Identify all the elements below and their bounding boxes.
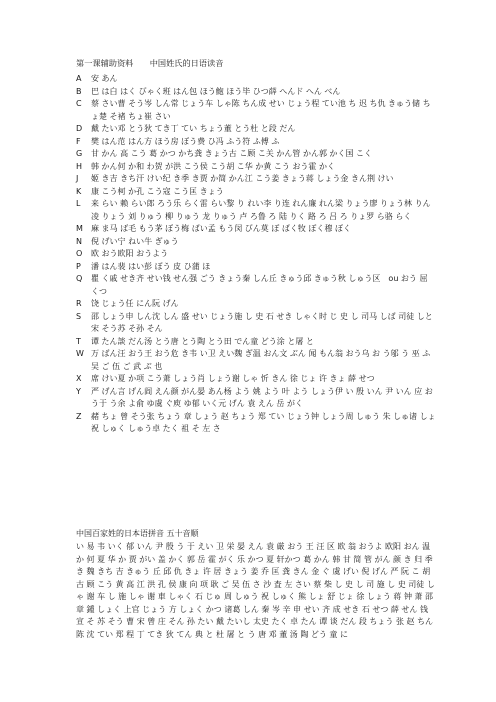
list-item bbox=[76, 136, 436, 149]
index-letter: Y bbox=[76, 386, 81, 396]
list-item bbox=[76, 373, 436, 386]
list-item bbox=[76, 411, 436, 436]
index-letter: O bbox=[76, 249, 83, 258]
entry-text: 赭 ちょ 曾 そう张 ちょう 章 しょう 赵 ちょう 郑 てい じょう钟 しょう周 しゅう 朱 しゅ诸 しょ 祝 しゅく しゅう卓 たく 祖 そ 左 さ bbox=[91, 411, 436, 433]
entry-text: 严 げん言 げん阎 えん颜 がん晏 あん杨 よう 姚 よう 叶 よう しょう伊 い 殷 いん 尹 いん 应 おう于 う余 よ俞 ゆ虞 ぐ庾 ゆ郁 いく元 げん 袁 えん 岳 がく bbox=[91, 386, 433, 408]
entry-text: 欧 おう欧阳 おうよう bbox=[91, 249, 169, 258]
list-item bbox=[76, 336, 436, 349]
index-letter: D bbox=[76, 124, 83, 133]
index-letter: N bbox=[76, 236, 82, 246]
entry-text: 谭 たん談 だん汤 とう唐 とう陶 とう田 でん童 どう涂 と屠 と bbox=[91, 336, 314, 346]
entry-text: 蔡 さい曹 そう岑 しん常 じょう车 しゃ陈 ちん成 せい じょう程 てい池 ち 迟 ち仇 きゅう储 ちょ楚 そ褚 ちょ崔 さい bbox=[91, 99, 431, 121]
entry-text: 康 こう柯 か孔 こう寇 こう匡 きょう bbox=[91, 186, 224, 196]
list-item bbox=[76, 73, 436, 86]
entry-text: 戴 たい邓 とう狄 てき丁 てい ちょう董 とう杜 と段 だん bbox=[91, 124, 296, 133]
list-item bbox=[76, 198, 436, 223]
entry-text: 饶 じょう任 にん阮 げん bbox=[91, 299, 179, 308]
entry-text: 麻 ま马 ば毛 もう茅 ぼう梅 ばい孟 もう闵 びん莫 ぼ ばく牧 ぼく穆 ぼく bbox=[91, 224, 351, 233]
entry-text: 樊 はん范 はん方 ほう房 ぼう费 ひ冯 ふう符 ふ傅 ふ bbox=[91, 136, 280, 146]
list-item bbox=[76, 248, 436, 261]
list-item bbox=[76, 98, 436, 123]
list-item bbox=[76, 348, 436, 373]
entry-text: 席 けい夏 か项 こう萧 しょう肖 しょう谢 しゃ 忻 きん 徐 じょ 许 きょ 薛 せつ bbox=[91, 374, 375, 383]
index-letter: C bbox=[76, 99, 82, 108]
index-letter: L bbox=[76, 199, 81, 208]
list-item bbox=[76, 123, 436, 136]
index-letter: R bbox=[76, 299, 82, 308]
index-letter: H bbox=[76, 161, 83, 171]
index-letter: K bbox=[76, 186, 82, 196]
document-title: 第一课辅助资料 中国姓氏的日语读音 bbox=[76, 58, 224, 68]
entry-text: 安 あん bbox=[91, 74, 118, 83]
list-item bbox=[76, 298, 436, 311]
entry-text: 万 ばん汪 おう王 おう危 き韦 い卫 えい魏 ぎ温 おん文 ぶん 闻 もん翁 おう乌 お う邬 う 巫 ふ 吴 ご 伍 ご 武 ぶ 也 bbox=[91, 349, 431, 371]
list-item bbox=[76, 386, 436, 411]
index-letter: A bbox=[76, 74, 82, 83]
list-item bbox=[76, 186, 436, 199]
list-item bbox=[76, 261, 436, 274]
index-letter: S bbox=[76, 311, 82, 321]
entry-text: 邵 しょう申 しん沈 しん 盛 せい じょう施 し 史 石 せき しゃく时 じ 史 し 司马 しば 司徒 しと 宋 そう苏 そ孙 そん bbox=[91, 311, 433, 333]
index-letter: Z bbox=[76, 411, 82, 421]
entry-text: 巴 は白 はく びゃく班 はん包 ほう鮑 ほう毕 ひつ薛 へんド へん べん bbox=[91, 86, 341, 96]
list-item bbox=[76, 173, 436, 186]
index-letter: W bbox=[76, 349, 84, 358]
index-letter: P bbox=[76, 261, 81, 271]
list-item bbox=[76, 148, 436, 161]
list-item bbox=[76, 223, 436, 236]
index-letter: B bbox=[76, 86, 82, 96]
surname-list bbox=[76, 73, 436, 436]
index-letter: G bbox=[76, 149, 83, 158]
entry-text: 来 らい 赖 らい郎 ろう乐 らく雷 らい黎 り れい李 り连 れん廉 れん梁 りょう廖 りょう林 りん凌 りょう 刘 りゅう 柳 りゅう 龙 りゅう 卢 ろ鲁 ろ 陆 りく 路 ろ 吕 ろ りょ罗 ら骆 らく bbox=[91, 199, 431, 221]
list-item bbox=[76, 311, 436, 336]
section-body: い 易 韦 いく 郁 いん 尹 殷 う 于 えい 卫 栄 晏 えん 袁 厳 おう 王 汪 区 欧 翁 おうよ 欧阳 おん 温 か 何 夏 华 か 贾 がい 盖 かく 郭 岳 霍 がく 乐 かつ 夏 轩かつ 葛 かん 韩 甘 简 管 がん 颜 き 归 季 き 魏 きち 吉 きゅう 丘 邱 仇 きょ 许 居 きょう 姜 乔 匡 龚 きん 金 ぐ 虞 げい 倪 げん 严 阮 こ 胡 古 顾 こう 黄 高 江 洪 孔 侯 康 向 项 耿 ご 吴 伍 さ 沙 査 左 さい 蔡 柴 し 史 し 司 施 し 史 司徒 しゃ 谢 车 し 施 しゃ 谢 車 しゃく 石 じゅ 周 しゅう 祝 しゅく 熊 しょ 舒 じょ 徐 しょう 蒋 钟 萧 邵 章 鍾 しょく 上官 じょう 方 しょく かつ 诸葛 しん 秦 岑 辛 申 せい 齐 成 せき 石 せつ 薛 せん 钱 宣 そ 苏 そう 曹 宋 曾 庄 そん 孙 たい 戴 たいし 太史 たく 卓 たん 谭 谈 だん 段 ちょう 张 赵 ちん 陈 沈 てい 郑 程 丁 てき 狄 てん 典 と 杜 屠 と う 唐 邓 董 汤 陶 どう 童 に bbox=[76, 542, 435, 639]
list-item bbox=[76, 86, 436, 99]
list-item bbox=[76, 236, 436, 249]
index-letter: F bbox=[76, 136, 81, 146]
index-letter: M bbox=[76, 224, 83, 233]
entry-text: 倪 げい宁 ねい牛 ぎゅう bbox=[91, 236, 179, 246]
index-letter: J bbox=[76, 174, 79, 183]
index-letter: Q bbox=[76, 274, 83, 283]
section-heading: 中国百家姓的日本语拼音 五十音顺 bbox=[76, 529, 199, 538]
entry-text: 姬 き吉 きち汗 けい纪 き季 き贾 か简 かん江 こう姜 きょう蒋 しょう金 きん荆 けい bbox=[91, 174, 394, 183]
list-item bbox=[76, 273, 436, 298]
index-letter: T bbox=[76, 336, 81, 346]
entry-text: 潘 はん裴 はい彭 ぼう 皮 ひ蒲 ほ bbox=[91, 261, 211, 271]
index-letter: X bbox=[76, 374, 82, 383]
list-item bbox=[76, 161, 436, 174]
entry-text: 瞿 く戚 せき齐 せい钱 せん强 ごう きょう秦 しん丘 きゅう邱 きゅう秋 しゅう区 ou おう 屈 くつ bbox=[91, 274, 436, 296]
entry-text: 甘 かん 高 こう 葛 かつ かち龚 きょう古 こ顾 こ关 かん管 かん郭 かく国 こく bbox=[91, 149, 373, 158]
entry-text: 韩 かん何 か和 わ贺 が洪 こう侯 こう胡 こ华 か黄 こう おう霍 かく bbox=[91, 161, 335, 171]
